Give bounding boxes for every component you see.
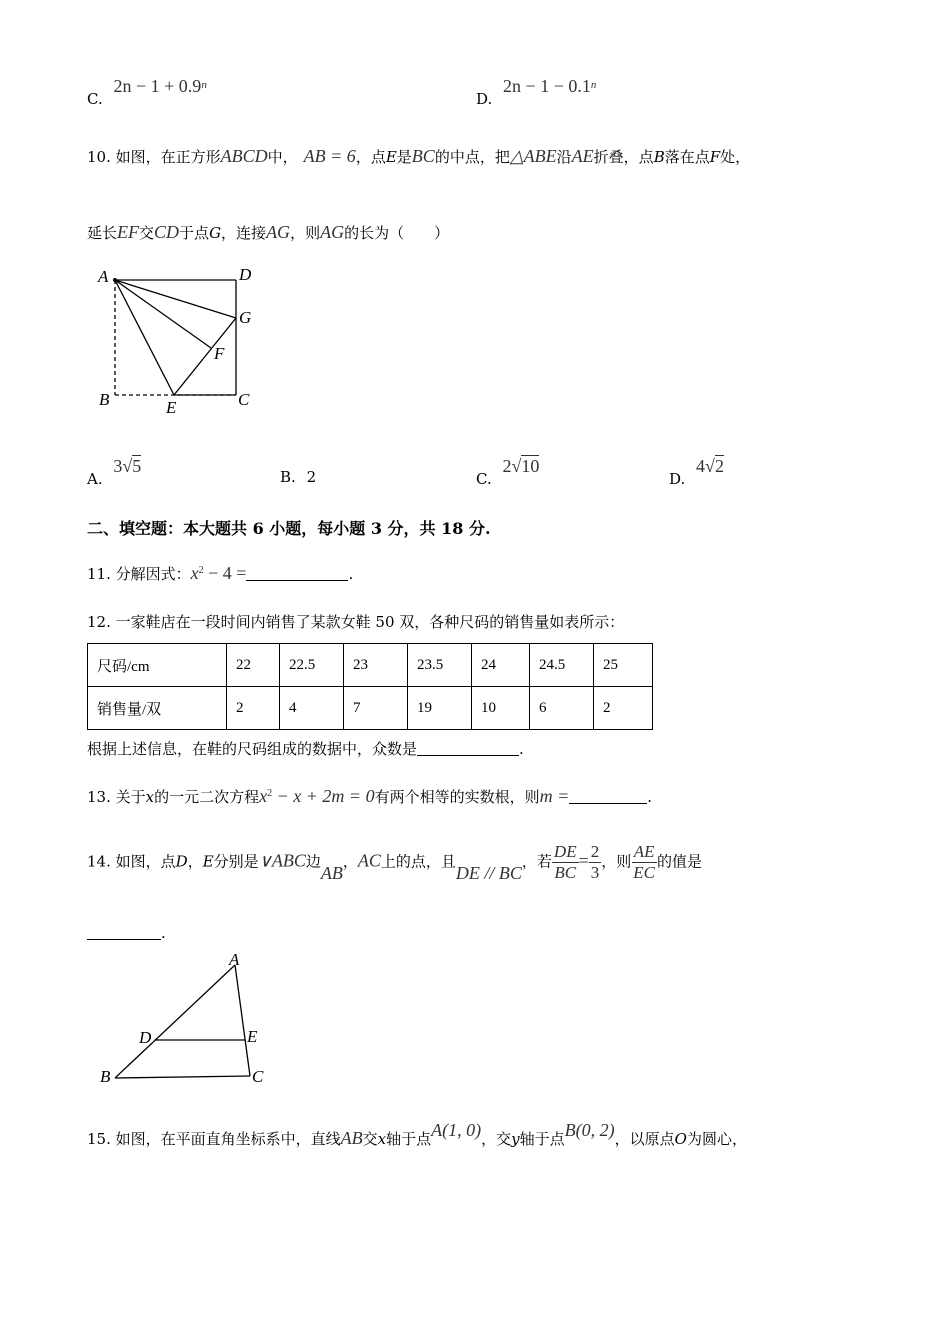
q9-option-d-expr: 2n − 1 − 0.1 — [503, 76, 591, 96]
q10-option-d: D. 4√2 — [669, 456, 724, 488]
segment-eg — [174, 318, 236, 395]
q11-answer-blank[interactable] — [246, 566, 348, 581]
count-cell: 2 — [227, 687, 280, 730]
label-b: B — [100, 1067, 111, 1086]
q13: 13. 关于x的一元二次方程$x^2 - x + 2m = 0$有两个相等的实数根，则m = . — [87, 786, 653, 806]
q11: 11. 分解因式：$x^2 - 4$ = . — [87, 563, 354, 583]
count-cell: 6 — [530, 687, 594, 730]
q10-option-a: A. 3√5 — [87, 456, 142, 488]
label-e: E — [247, 1027, 258, 1046]
segment-ae — [115, 280, 174, 395]
q12-question: 根据上述信息，在鞋的尺码组成的数据中，众数是 . — [87, 740, 524, 758]
label-a: A — [98, 267, 109, 286]
label-f: F — [214, 344, 225, 363]
q9-option-d: D. $2n - 1 - 0.1^n$ — [476, 76, 597, 108]
q9-option-c-expr: 2n − 1 + 0.9 — [113, 76, 202, 96]
segment-af — [115, 280, 211, 348]
label-c: C — [238, 390, 250, 409]
side-ab — [115, 965, 235, 1078]
table-row-sizes — [88, 644, 653, 687]
count-cell: 2 — [594, 687, 653, 730]
row-count-label: 销售量/双 — [88, 687, 227, 730]
q10-option-b: B. 2 — [280, 468, 317, 486]
fraction-2-3: $\frac{2}{3}$ — [590, 842, 600, 882]
label-c: C — [252, 1067, 264, 1086]
q10-text-line2: 延长EF交CD于点G，连接AG，则AG的长为（ ） — [87, 222, 450, 242]
header-size-label: 尺码/cm — [88, 644, 227, 687]
size-cell: 24.5 — [530, 644, 594, 687]
size-cell: 25 — [594, 644, 653, 687]
q9-option-c: C. $2n - 1 + 0.9^n$ — [87, 76, 207, 108]
side-bc — [115, 1076, 250, 1078]
point-a — [113, 278, 117, 282]
fraction-de-bc: $\frac{DE}{BC}$ — [553, 842, 577, 882]
q10-text-line1: 10. 如图，在正方形ABCD中， AB = 6，点E是BC的中点，把△ABE沿AE折叠，点B落在点F处， — [87, 146, 751, 166]
side-ac — [235, 965, 250, 1076]
label-a: A — [229, 950, 240, 969]
size-cell: 24 — [472, 644, 530, 687]
section-2-heading: 二、填空题：本大题共 6 小题，每小题 3 分，共 18 分. — [87, 519, 491, 538]
q14-answer-line: . — [87, 924, 166, 942]
size-cell: 23 — [344, 644, 408, 687]
q13-answer-blank[interactable] — [569, 789, 647, 804]
size-cell: 22 — [227, 644, 280, 687]
q10-option-c: C. 2√10 — [476, 456, 540, 488]
count-cell: 10 — [472, 687, 530, 730]
q14-answer-blank[interactable] — [87, 925, 161, 940]
count-cell: 19 — [408, 687, 472, 730]
label-b: B — [99, 390, 110, 409]
fraction-ae-ec: $\frac{AE}{EC}$ — [633, 842, 655, 882]
label-g: G — [239, 308, 252, 327]
q12-answer-blank[interactable] — [417, 741, 519, 756]
q12-text: 12. 一家鞋店在一段时间内销售了某款女鞋 50 双，各种尺码的销售量如表所示： — [87, 613, 625, 631]
count-cell: 7 — [344, 687, 408, 730]
label-d: D — [139, 1028, 152, 1047]
q14-text: 14. 如图，点D，E分别是∨ABC边AB，AC上的点，且DE // BC，若 $\frac{DE}{BC}$ = $\frac{2}{3}$ ，则 $\frac{AE}{EC}$ 的值是 — [87, 842, 703, 883]
q14-triangle-figure — [95, 948, 275, 1088]
size-cell: 22.5 — [280, 644, 344, 687]
segment-ag — [115, 280, 236, 318]
q15-text: 15. 如图，在平面直角坐标系中，直线AB交x轴于点A(1, 0)，交y轴于点B(0, 2)，以原点O为圆心， — [87, 1120, 747, 1148]
q12-size-table — [87, 643, 653, 730]
size-cell: 23.5 — [408, 644, 472, 687]
label-e: E — [166, 398, 177, 417]
q10-square-figure — [90, 262, 270, 422]
count-cell: 4 — [280, 687, 344, 730]
table-row-counts — [88, 687, 653, 730]
label-d: D — [239, 265, 252, 284]
